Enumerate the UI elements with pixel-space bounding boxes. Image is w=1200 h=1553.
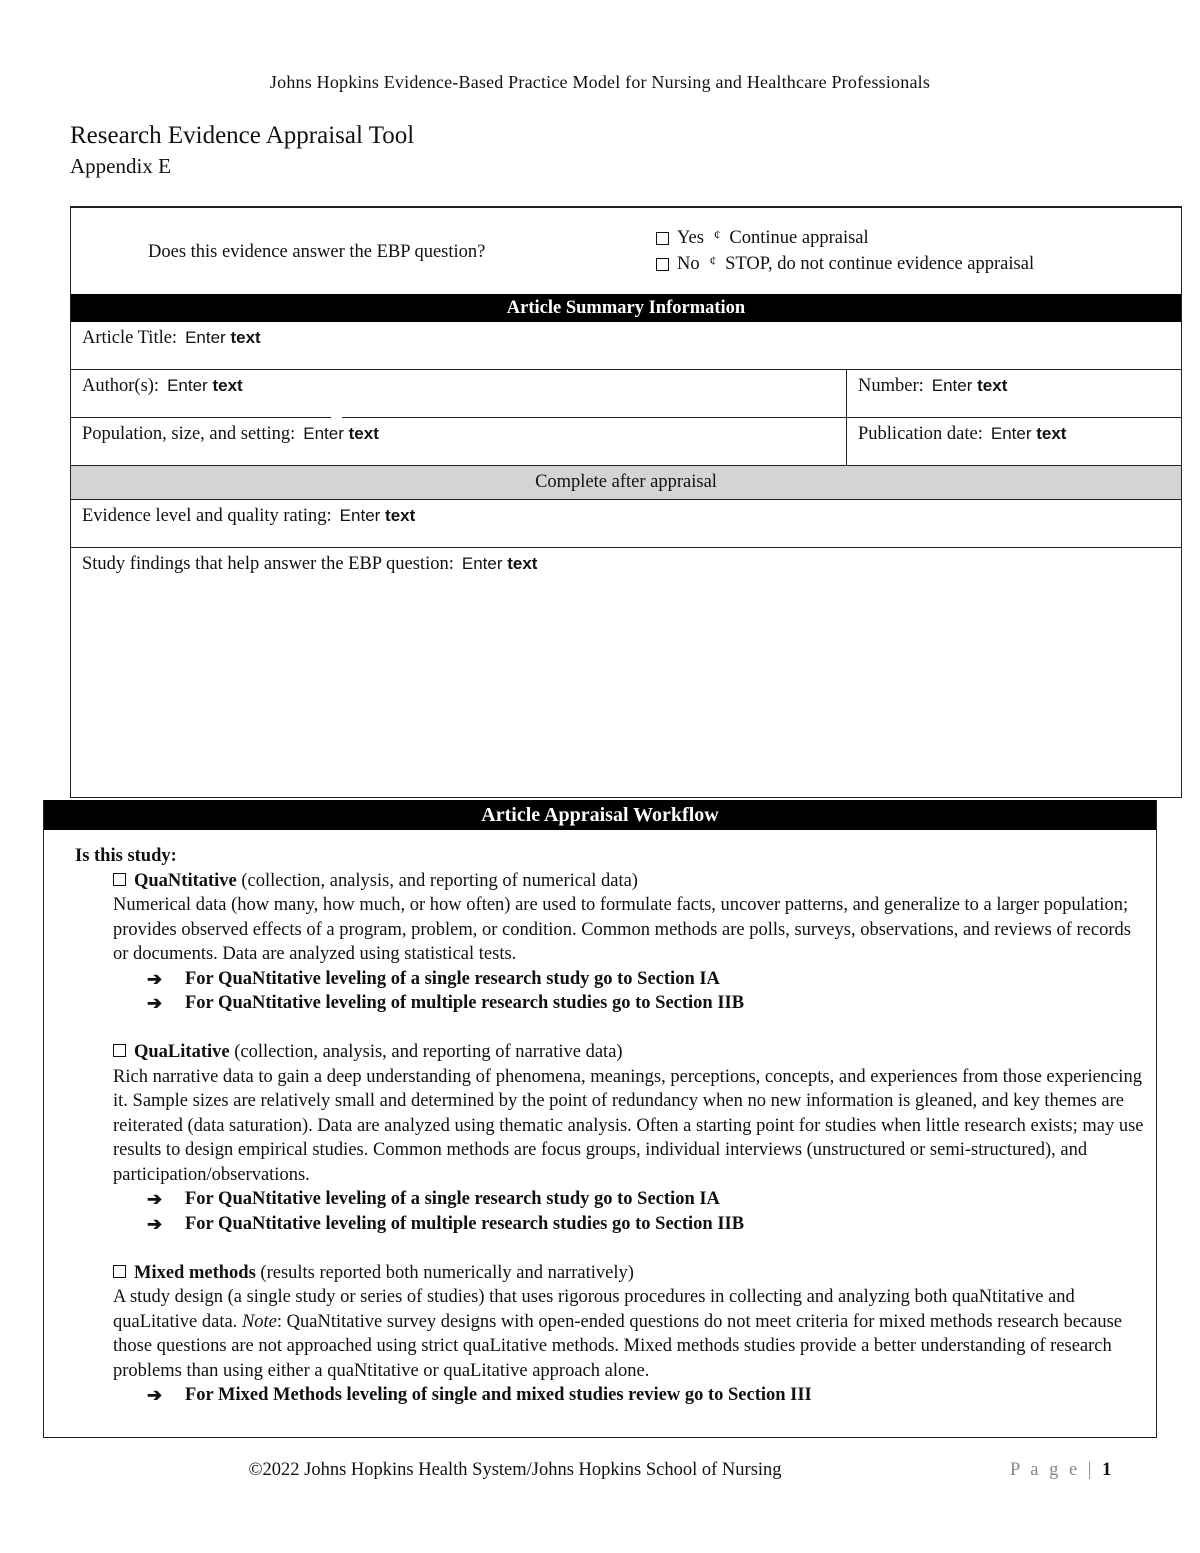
quantitative-option bbox=[113, 869, 1145, 1016]
no-checkbox[interactable] bbox=[656, 258, 669, 271]
no-label: No bbox=[677, 254, 700, 274]
quantitative-description: Numerical data (how many, how much, or how often) are used to formulate facts, uncover patterns, and generalize to a larger population; provides observed effects of a program, problem, or condition. Common methods are polls, surveys, observations, and reviews of records or documents. Data are analyzed using statistical tests. bbox=[113, 895, 1131, 964]
right-arrow-icon: ➔ bbox=[147, 968, 163, 989]
copyright-text: ©2022 Johns Hopkins Health System/Johns Hopkins School of Nursing bbox=[248, 1460, 782, 1480]
pubdate-input[interactable]: Enter text bbox=[990, 424, 1067, 443]
no-action-text: STOP, do not continue evidence appraisal bbox=[725, 254, 1035, 274]
document-subtitle: Appendix E bbox=[70, 154, 171, 178]
qualitative-goto-single: ➔ For QuaNtitative leveling of a single research study go to Section IA bbox=[147, 1187, 1145, 1212]
arrow-icon: ¢ bbox=[709, 252, 717, 268]
right-arrow-icon: ➔ bbox=[147, 1189, 163, 1209]
ebp-question-row bbox=[71, 208, 1181, 294]
right-arrow-icon: ➔ bbox=[147, 1213, 163, 1234]
document-title: Research Evidence Appraisal Tool bbox=[70, 122, 415, 149]
mixed-name: Mixed methods bbox=[134, 1262, 256, 1283]
authors-input[interactable]: Enter text bbox=[167, 376, 243, 395]
quantitative-goto-single: ➔ For QuaNtitative leveling of a single research study go to Section IA bbox=[147, 967, 1145, 992]
running-header: Johns Hopkins Evidence-Based Practice Model for Nursing and Healthcare Professionals bbox=[269, 72, 931, 92]
page-number: P a g e | 1 bbox=[1010, 1460, 1112, 1480]
number-field[interactable] bbox=[858, 376, 1007, 397]
evidence-level-label: Evidence level and quality rating: bbox=[82, 506, 332, 526]
qualitative-paren: (collection, analysis, and reporting of narrative data) bbox=[234, 1042, 623, 1062]
right-arrow-icon: ➔ bbox=[147, 1385, 163, 1405]
quantitative-goto-multiple: ➔ For QuaNtitative leveling of multiple research studies go to Section IIB bbox=[147, 991, 1145, 1016]
pubdate-field[interactable] bbox=[858, 424, 1066, 445]
section-heading-workflow: Article Appraisal Workflow bbox=[44, 800, 1156, 830]
mixed-goto: ➔ For Mixed Methods leveling of single and mixed studies review go to Section III bbox=[147, 1383, 1145, 1408]
quantitative-paren: (collection, analysis, and reporting of numerical data) bbox=[241, 870, 638, 891]
findings-input[interactable]: Enter text bbox=[461, 554, 538, 573]
number-input[interactable]: Enter text bbox=[931, 376, 1008, 395]
column-divider bbox=[846, 418, 847, 465]
mixed-head[interactable] bbox=[113, 1261, 1145, 1286]
mixed-methods-option bbox=[113, 1261, 1145, 1408]
article-appraisal-workflow bbox=[43, 800, 1157, 1438]
is-this-study-label: Is this study: bbox=[75, 846, 177, 866]
authors-field[interactable] bbox=[82, 376, 243, 397]
quantitative-head[interactable] bbox=[113, 869, 1145, 894]
qualitative-goto-multiple: ➔ For QuaNtitative leveling of multiple research studies go to Section IIB bbox=[147, 1212, 1145, 1237]
quantitative-checkbox[interactable] bbox=[113, 873, 126, 886]
yes-action-text: Continue appraisal bbox=[729, 228, 869, 248]
note-label: Note bbox=[241, 1311, 277, 1332]
article-title-field[interactable] bbox=[82, 328, 261, 349]
evidence-level-field[interactable] bbox=[82, 506, 415, 527]
mixed-description: A study design (a single study or series of studies) that uses rigorous procedures in collecting and analyzing both quaNtitative and quaLitative data. Note: QuaNtitative survey designs with open-ended questions do not meet criteria for mixed methods research because those questions are not approached using strict quaLitative methods. Mixed methods studies provide a better understanding of research problems than using either a quaNtitative or quaLitative approach alone. bbox=[113, 1287, 1122, 1381]
no-option[interactable] bbox=[656, 254, 1034, 275]
mixed-paren: (results reported both numerically and narratively) bbox=[260, 1262, 634, 1283]
findings-field[interactable] bbox=[82, 554, 537, 575]
article-title-input[interactable]: Enter text bbox=[185, 328, 261, 347]
yes-label: Yes bbox=[677, 228, 704, 248]
authors-row bbox=[71, 370, 1181, 418]
section-heading-summary: Article Summary Information bbox=[71, 294, 1181, 322]
pubdate-label: Publication date: bbox=[858, 424, 983, 444]
column-divider bbox=[846, 370, 847, 417]
article-summary-form bbox=[70, 206, 1182, 798]
findings-row bbox=[71, 548, 1181, 798]
findings-label: Study findings that help answer the EBP question: bbox=[82, 554, 454, 574]
yes-option[interactable] bbox=[656, 228, 869, 249]
mixed-checkbox[interactable] bbox=[113, 1265, 126, 1278]
article-title-label: Article Title: bbox=[82, 328, 178, 348]
qualitative-description: Rich narrative data to gain a deep understanding of phenomena, meanings, perceptions, concepts, and experiences from those experiencing it. Sample sizes are relatively small and determined by the point of redundancy when no new information is gleaned, and key themes are reiterated (data saturation). Data are analyzed using thematic analysis. Often a starting point for studies when little research exists; may use results to design empirical studies. Common methods are focus groups, individual interviews (unstructured or semi-structured), and participation/observations. bbox=[113, 1066, 1144, 1185]
qualitative-head[interactable] bbox=[113, 1040, 1145, 1065]
right-arrow-icon: ➔ bbox=[147, 993, 163, 1013]
qualitative-name: QuaLitative bbox=[134, 1042, 230, 1062]
qualitative-checkbox[interactable] bbox=[113, 1044, 126, 1057]
evidence-level-row bbox=[71, 500, 1181, 548]
yes-checkbox[interactable] bbox=[656, 232, 669, 245]
border-gap bbox=[331, 417, 342, 420]
number-label: Number: bbox=[858, 376, 924, 396]
article-title-row bbox=[71, 322, 1181, 370]
population-row bbox=[71, 418, 1181, 466]
arrow-icon: ¢ bbox=[713, 226, 721, 242]
workflow-content bbox=[75, 844, 1145, 1408]
ebp-question-text: Does this evidence answer the EBP question? bbox=[148, 242, 486, 262]
population-input[interactable]: Enter text bbox=[303, 424, 379, 443]
qualitative-option bbox=[113, 1040, 1145, 1236]
evidence-level-input[interactable]: Enter text bbox=[339, 506, 416, 525]
authors-label: Author(s): bbox=[82, 376, 160, 396]
complete-after-appraisal-bar: Complete after appraisal bbox=[71, 466, 1181, 500]
population-label: Population, size, and setting: bbox=[82, 424, 296, 444]
quantitative-name: QuaNtitative bbox=[134, 870, 237, 891]
population-field[interactable] bbox=[82, 424, 379, 445]
